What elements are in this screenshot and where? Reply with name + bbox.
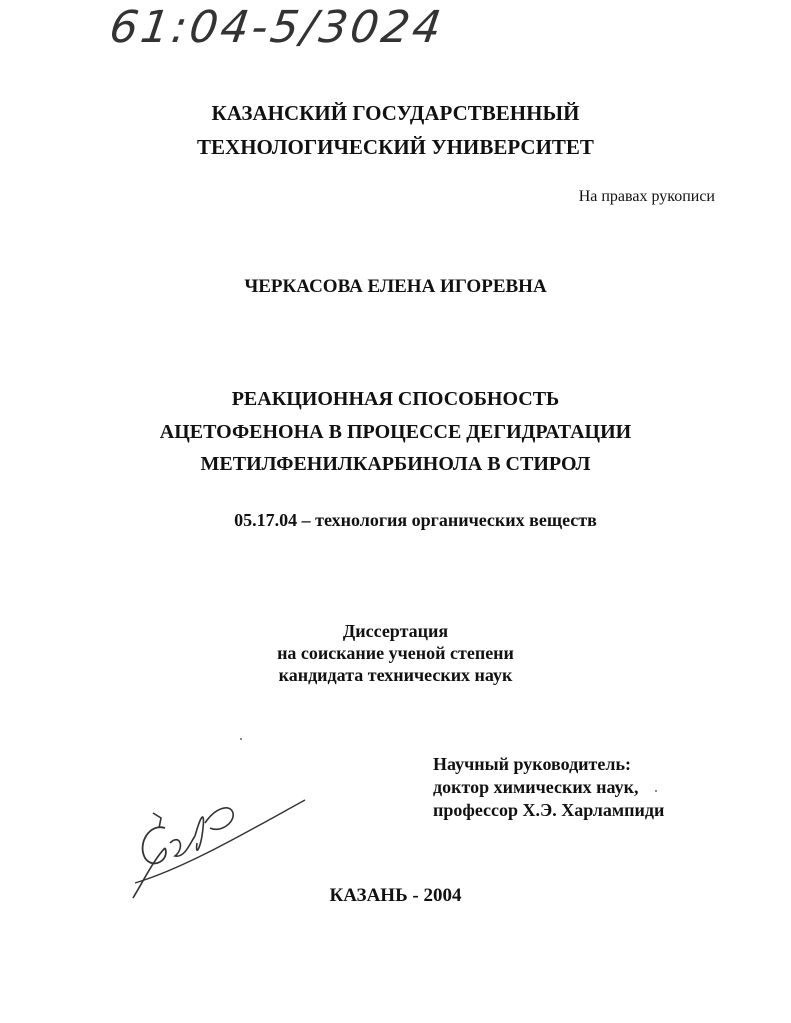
- scan-speck: [240, 738, 242, 740]
- city-year: КАЗАНЬ - 2004: [329, 885, 462, 906]
- dissertation-type: [0, 620, 791, 686]
- university-line-1: КАЗАНСКИЙ ГОСУДАРСТВЕННЫЙ: [211, 101, 580, 125]
- university-name: [0, 96, 791, 164]
- scan-speck: [655, 790, 657, 792]
- advisor-line-3: профессор Х.Э. Харлампиди: [433, 800, 665, 820]
- title-line-3: МЕТИЛФЕНИЛКАРБИНОЛА В СТИРОЛ: [200, 453, 591, 475]
- rights-note: На правах рукописи: [578, 188, 715, 205]
- advisor-line-1: Научный руководитель:: [433, 754, 631, 774]
- title-line-1: РЕАКЦИОННАЯ СПОСОБНОСТЬ: [231, 388, 560, 410]
- title-line-2: АЦЕТОФЕНОНА В ПРОЦЕССЕ ДЕГИДРАТАЦИИ: [159, 420, 632, 443]
- dissertation-title: [0, 383, 791, 481]
- dissertation-line-1: Диссертация: [342, 621, 449, 641]
- catalog-number-handwritten: 61:04-5/3024: [106, 2, 448, 53]
- scientific-advisor: [433, 753, 664, 822]
- author-name: ЧЕРКАСОВА ЕЛЕНА ИГОРЕВНА: [244, 276, 547, 297]
- advisor-line-2: доктор химических наук,: [433, 777, 639, 797]
- dissertation-line-2: на соискание ученой степени: [277, 643, 514, 663]
- specialty-code: 05.17.04 – технология органических веществ: [234, 510, 597, 530]
- dissertation-line-3: кандидата технических наук: [278, 665, 513, 685]
- university-line-2: ТЕХНОЛОГИЧЕСКИЙ УНИВЕРСИТЕТ: [197, 135, 594, 159]
